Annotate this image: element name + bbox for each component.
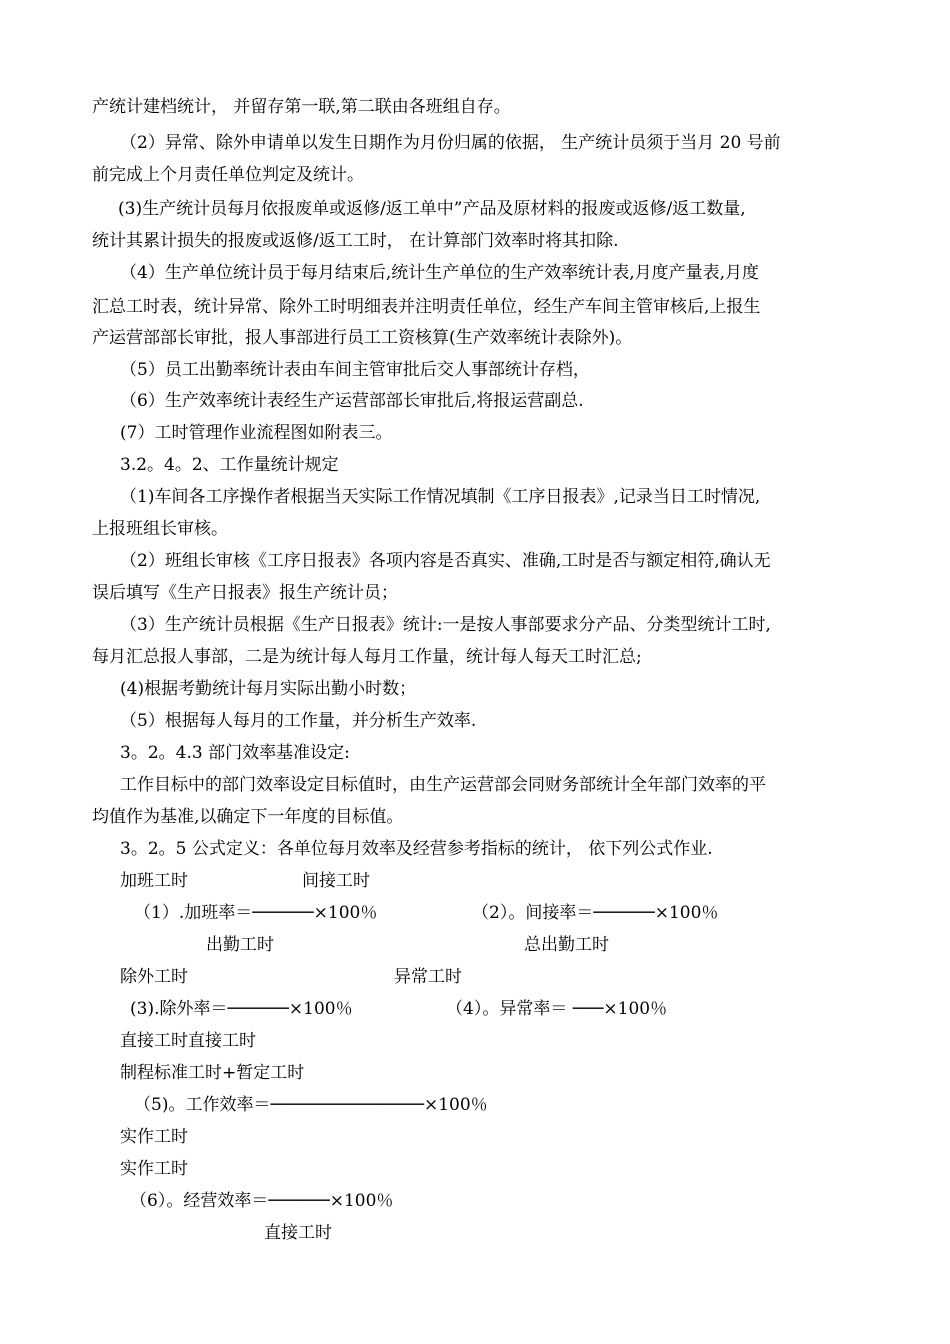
formula-denominator: 出勤工时	[206, 935, 274, 955]
text-line: 前完成上个月责任单位判定及统计。	[92, 165, 364, 185]
text-line: (3)生产统计员每月依报废单或返修/返工单中”产品及原材料的报废或返修/返工数量,	[118, 199, 746, 219]
text-line: （4）生产单位统计员于每月结束后,统计生产单位的生产效率统计表,月度产量表,月度	[120, 263, 760, 283]
formula-numerator: 除外工时	[120, 967, 188, 987]
formula-indirect-rate: （2）。间接率＝──────×100％	[472, 903, 719, 923]
formula-abnormal-rate: （4）。异常率＝ ───×100％	[446, 999, 668, 1019]
text-line: （5）根据每人每月的工作量，并分析生产效率.	[120, 711, 477, 731]
text-line: （3）生产统计员根据《生产日报表》统计:一是按人事部要求分产品、分类型统计工时,	[120, 615, 771, 635]
section-heading: 3。2。5 公式定义：各单位每月效率及经营参考指标的统计， 依下列公式作业.	[120, 839, 713, 859]
formula-numerator: 加班工时	[120, 871, 188, 891]
formula-numerator: 制程标准工时+暂定工时	[120, 1063, 305, 1083]
text-line: 均值作为基准,以确定下一年度的目标值。	[92, 807, 404, 827]
text-line: 每月汇总报人事部，二是为统计每人每月工作量，统计每人每天工时汇总;	[92, 647, 642, 667]
text-line: （2）班组长审核《工序日报表》各项内容是否真实、准确,工时是否与额定相符,确认无	[120, 551, 771, 571]
formula-denominator: 直接工时直接工时	[120, 1031, 256, 1051]
formula-overtime-rate: （1）.加班率＝──────×100％	[134, 903, 378, 923]
text-line: （5）员工出勤率统计表由车间主管审批后交人事部统计存档，	[120, 360, 590, 380]
formula-operating-efficiency: （6）。经营效率＝──────×100％	[130, 1191, 394, 1211]
section-heading: 3.2。4。2、工作量统计规定	[120, 455, 339, 475]
formula-denominator: 实作工时	[120, 1127, 188, 1147]
formula-numerator: 实作工时	[120, 1159, 188, 1179]
formula-denominator: 总出勤工时	[524, 935, 609, 955]
formula-exclusion-rate: (3).除外率＝──────×100％	[130, 999, 353, 1019]
formula-work-efficiency: （5)。工作效率＝───────────────×100％	[134, 1095, 488, 1115]
text-line: 产运营部部长审批，报人事部进行员工工资核算(生产效率统计表除外)。	[92, 328, 633, 348]
text-line: （2）异常、除外申请单以发生日期作为月份归属的依据， 生产统计员须于当月 20 号前	[120, 133, 781, 153]
text-line: 汇总工时表，统计异常、除外工时明细表并注明责任单位，经生产车间主管审核后,上报生	[92, 297, 761, 317]
formula-numerator: 间接工时	[302, 871, 370, 891]
text-line: （1)车间各工序操作者根据当天实际工作情况填制《工序日报表》,记录当日工时情况,	[120, 487, 761, 507]
text-line: （6）生产效率统计表经生产运营部部长审批后,将报运营副总.	[120, 391, 584, 411]
text-line: (4)根据考勤统计每月实际出勤小时数；	[120, 679, 417, 699]
text-line: (7）工时管理作业流程图如附表三。	[120, 423, 393, 443]
text-line: 产统计建档统计， 并留存第一联,第二联由各班组自存。	[92, 97, 511, 117]
text-line: 上报班组长审核。	[92, 519, 228, 539]
text-line: 工作目标中的部门效率设定目标值时，由生产运营部会同财务部统计全年部门效率的平	[120, 775, 766, 795]
formula-numerator: 异常工时	[394, 967, 462, 987]
text-line: 统计其累计损失的报废或返修/返工工时， 在计算部门效率时将其扣除.	[92, 231, 619, 251]
text-line: 误后填写《生产日报表》报生产统计员；	[92, 583, 398, 603]
formula-denominator: 直接工时	[264, 1223, 332, 1243]
section-heading: 3。2。4.3 部门效率基准设定:	[120, 743, 350, 763]
